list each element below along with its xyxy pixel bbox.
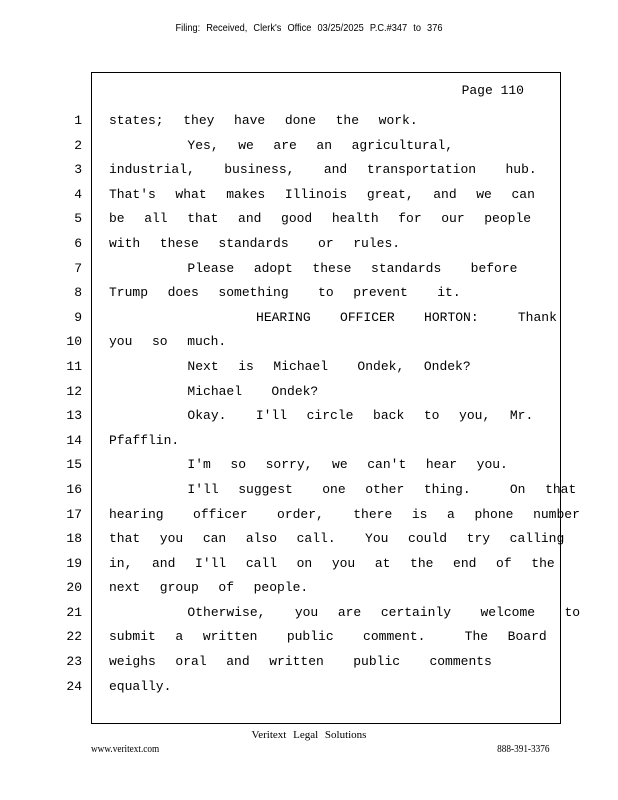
page-number: Page 110 <box>461 83 524 98</box>
filing-stamp-header: Filing: Received, Clerk's Office 03/25/2025 P.C.#347 to 376 <box>175 22 443 34</box>
transcript-line: you so much. <box>109 334 227 350</box>
transcript-line: Otherwise, you are certainly welcome to <box>109 604 581 620</box>
transcript-line: states; they have done the work. <box>109 113 418 128</box>
transcript-line: That's what makes Illinois great, and we can <box>109 186 535 202</box>
transcript-line: Yes, we are an agricultural, <box>109 137 454 153</box>
transcript-line: hearing officer order, there is a phone number <box>109 506 580 522</box>
line-number: 8 <box>74 285 82 301</box>
transcript-line: submit a written public comment. The Board <box>109 629 547 645</box>
transcript-line: in, and I'll call on you at the end of the <box>109 555 555 571</box>
line-number: 3 <box>74 162 82 178</box>
line-number: 21 <box>66 604 82 620</box>
line-number: 20 <box>66 580 82 596</box>
transcript-line: I'm so sorry, we can't hear you. <box>109 457 508 473</box>
transcript-line: Trump does something to prevent it. <box>109 285 461 301</box>
transcript-line: with these standards or rules. <box>109 235 401 251</box>
line-number: 13 <box>66 408 82 424</box>
transcript-line: be all that and good health for our people <box>109 211 532 227</box>
line-number: 22 <box>66 629 82 645</box>
transcript-line: next group of people. <box>109 580 309 596</box>
transcript-line: Next is Michael Ondek, Ondek? <box>109 358 471 374</box>
line-number: 14 <box>66 432 82 448</box>
line-number: 2 <box>74 137 82 153</box>
line-number: 4 <box>74 186 82 202</box>
line-number: 24 <box>66 678 82 694</box>
line-number: 5 <box>74 211 82 227</box>
line-number: 15 <box>66 457 82 473</box>
transcript-line: I'll suggest one other thing. On that <box>109 481 577 497</box>
transcript-line: that you can also call. You could try calling <box>109 531 565 547</box>
transcript-text <box>109 112 581 702</box>
transcript-line: equally. <box>109 678 172 694</box>
line-number: 16 <box>66 481 82 497</box>
line-number: 10 <box>66 334 82 350</box>
footer-company-name: Veritext Legal Solutions <box>251 729 367 741</box>
line-number: 17 <box>66 506 82 522</box>
line-number: 23 <box>66 654 82 670</box>
line-number: 1 <box>74 113 82 128</box>
transcript-line: Pfafflin. <box>109 432 180 448</box>
line-number: 11 <box>66 358 82 374</box>
footer-website: www.veritext.com <box>91 744 160 755</box>
transcript-line: industrial, business, and transportation hub. <box>109 162 537 178</box>
transcript-line: HEARING OFFICER HORTON: Thank <box>109 309 557 325</box>
line-number: 9 <box>74 309 82 325</box>
line-number: 19 <box>66 555 82 571</box>
line-number: 6 <box>74 235 82 251</box>
line-number: 18 <box>66 531 82 547</box>
transcript-line: Okay. I'll circle back to you, Mr. <box>109 408 534 424</box>
line-number: 7 <box>74 260 82 276</box>
transcript-line: Please adopt these standards before <box>109 260 518 276</box>
transcript-line: Michael Ondek? <box>109 383 319 399</box>
line-number: 12 <box>66 383 82 399</box>
transcript-line: weighs oral and written public comments <box>109 654 492 670</box>
line-number-column <box>54 112 82 702</box>
footer-phone: 888-391-3376 <box>496 744 549 755</box>
